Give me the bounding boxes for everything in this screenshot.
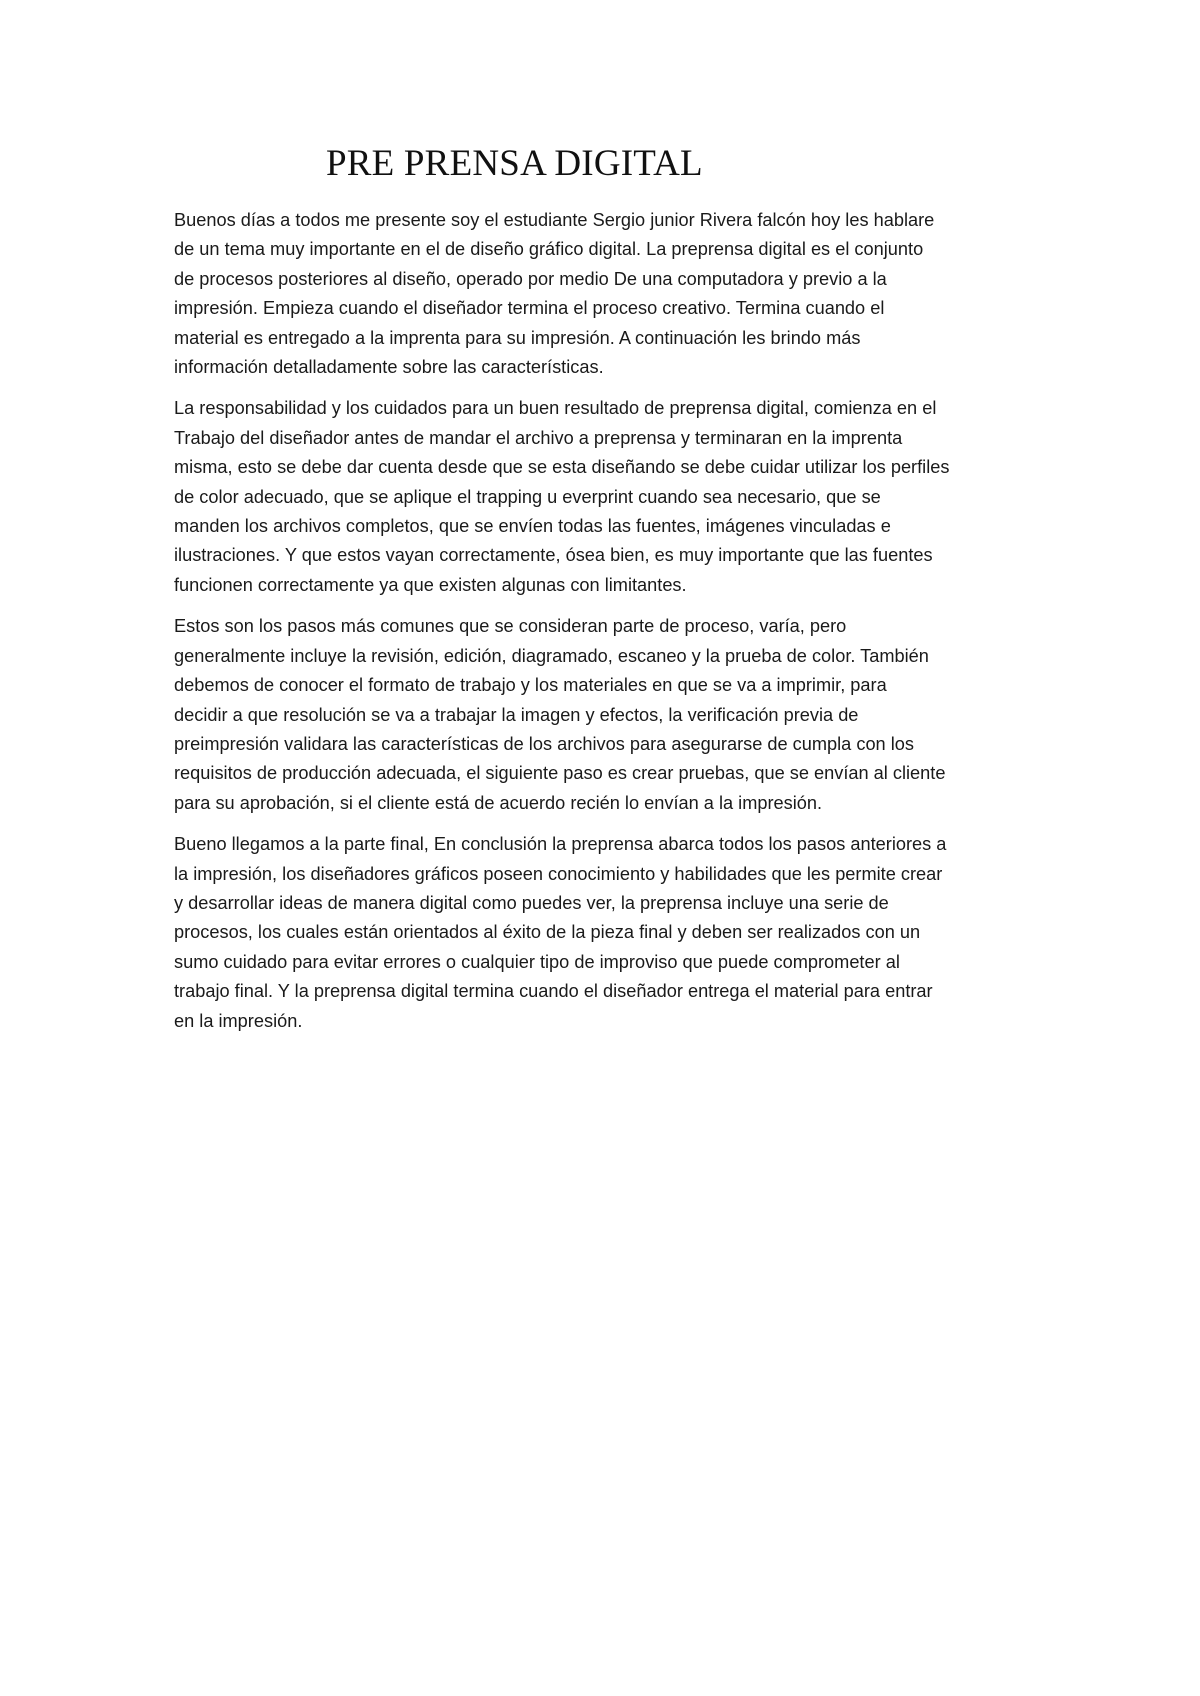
text-line: Trabajo del diseñador antes de mandar el archivo a preprensa y terminaran en la imprenta (174, 427, 903, 448)
paragraph-introduction (174, 206, 1044, 382)
text-line: Estos son los pasos más comunes que se consideran parte de proceso, varía, pero (174, 616, 847, 637)
text-line: información detalladamente sobre las características. (174, 357, 604, 378)
text-line: trabajo final. Y la preprensa digital termina cuando el diseñador entrega el material para entrar (174, 981, 933, 1002)
paragraph-process-steps (174, 612, 1044, 818)
text-line: para su aprobación, si el cliente está de acuerdo recién lo envían a la impresión. (174, 792, 823, 813)
text-line: requisitos de producción adecuada, el siguiente paso es crear pruebas, que se envían al cliente (174, 763, 946, 784)
text-line: la impresión, los diseñadores gráficos poseen conocimiento y habilidades que les permite crear (174, 863, 943, 884)
text-line: procesos, los cuales están orientados al éxito de la pieza final y deben ser realizados con un (174, 922, 921, 943)
text-line: impresión. Empieza cuando el diseñador termina el proceso creativo. Termina cuando el (174, 298, 885, 319)
document-body (174, 206, 1044, 1048)
text-line: misma, esto se debe dar cuenta desde que se esta diseñando se debe cuidar utilizar los perfiles (174, 457, 950, 478)
text-line: preimpresión validara las características de los archivos para asegurarse de cumpla con los (174, 733, 914, 754)
text-line: funcionen correctamente ya que existen algunas con limitantes. (174, 574, 687, 595)
text-line: de color adecuado, que se aplique el trapping u everprint cuando sea necesario, que se (174, 486, 881, 507)
paragraph-responsibility (174, 394, 1044, 600)
text-line: debemos de conocer el formato de trabajo y los materiales en que se va a imprimir, para (174, 675, 887, 696)
text-line: Buenos días a todos me presente soy el estudiante Sergio junior Rivera falcón hoy les hablare (174, 210, 935, 230)
text-line: decidir a que resolución se va a trabajar la imagen y efectos, la verificación previa de (174, 704, 859, 725)
text-line: Bueno llegamos a la parte final, En conclusión la preprensa abarca todos los pasos anteriores a (174, 834, 947, 855)
text-line: sumo cuidado para evitar errores o cualquier tipo de improviso que puede comprometer al (174, 951, 900, 972)
text-line: material es entregado a la imprenta para su impresión. A continuación les brindo más (174, 327, 861, 348)
text-line: generalmente incluye la revisión, edición, diagramado, escaneo y la prueba de color. También (174, 645, 929, 666)
text-line: La responsabilidad y los cuidados para un buen resultado de preprensa digital, comienza en el (174, 398, 937, 419)
text-line: de un tema muy importante en el de diseño gráfico digital. La preprensa digital es el conjunto (174, 239, 924, 260)
text-line: y desarrollar ideas de manera digital como puedes ver, la preprensa incluye una serie de (174, 892, 889, 913)
text-line: de procesos posteriores al diseño, operado por medio De una computadora y previo a la (174, 268, 887, 289)
text-line: ilustraciones. Y que estos vayan correctamente, ósea bien, es muy importante que las fuentes (174, 545, 933, 566)
text-line: manden los archivos completos, que se envíen todas las fuentes, imágenes vinculadas e (174, 516, 891, 537)
document-title: PRE PRENSA DIGITAL (326, 143, 703, 184)
paragraph-conclusion (174, 830, 1044, 1036)
text-line: en la impresión. (174, 1010, 303, 1031)
